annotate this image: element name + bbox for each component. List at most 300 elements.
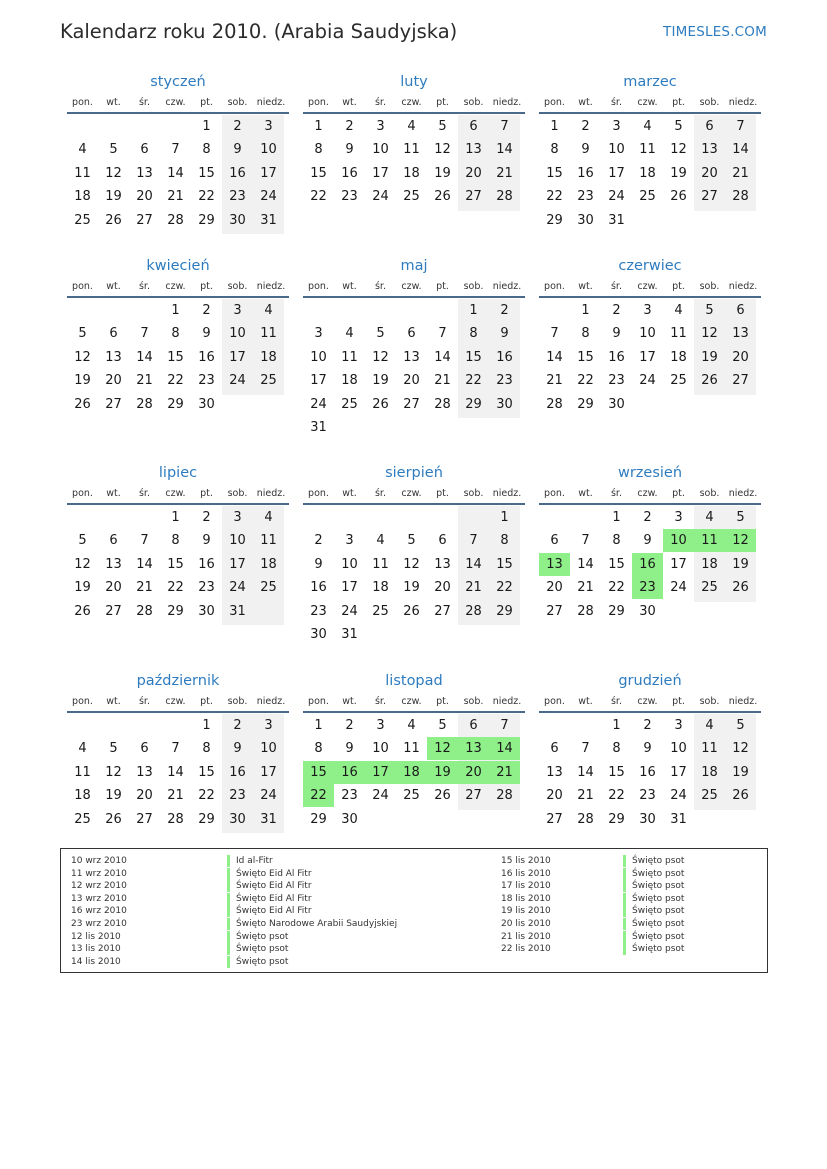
day-cell[interactable]: 22 — [608, 788, 625, 804]
day-cell[interactable]: 11 — [670, 326, 687, 342]
day-cell[interactable]: 10 — [229, 533, 246, 549]
day-cell[interactable]: 20 — [701, 165, 718, 181]
day-cell[interactable]: 22 — [167, 373, 184, 389]
day-cell[interactable]: 22 — [465, 373, 482, 389]
day-cell[interactable]: 13 — [105, 349, 122, 365]
day-cell[interactable]: 4 — [705, 510, 714, 525]
day-cell[interactable]: 11 — [701, 741, 718, 757]
day-cell[interactable]: 21 — [577, 580, 594, 596]
day-cell[interactable]: 10 — [310, 349, 327, 365]
day-cell[interactable]: 5 — [407, 533, 416, 549]
day-cell[interactable]: 1 — [500, 510, 509, 525]
day-cell[interactable]: 18 — [670, 349, 687, 365]
day-cell[interactable]: 19 — [74, 580, 91, 596]
day-cell[interactable]: 2 — [500, 303, 509, 318]
day-cell[interactable]: 29 — [167, 603, 184, 619]
day-cell[interactable]: 21 — [732, 165, 749, 181]
day-cell[interactable]: 1 — [469, 303, 478, 318]
day-cell[interactable]: 26 — [105, 212, 122, 228]
day-cell[interactable]: 18 — [639, 165, 656, 181]
day-cell[interactable]: 19 — [732, 556, 749, 572]
day-cell[interactable]: 5 — [109, 142, 118, 158]
day-cell[interactable]: 6 — [469, 119, 478, 134]
day-cell[interactable]: 10 — [663, 529, 694, 552]
day-cell[interactable]: 27 — [105, 603, 122, 619]
day-cell[interactable]: 29 — [167, 396, 184, 412]
day-cell[interactable]: 7 — [550, 326, 559, 342]
day-cell[interactable]: 14 — [496, 142, 513, 158]
day-cell[interactable]: 23 — [198, 373, 215, 389]
day-cell[interactable]: 3 — [376, 119, 385, 134]
day-cell[interactable]: 27 — [732, 373, 749, 389]
day-cell[interactable]: 22 — [198, 189, 215, 205]
day-cell[interactable]: 19 — [670, 165, 687, 181]
day-cell[interactable]: 15 — [496, 556, 513, 572]
day-cell[interactable]: 29 — [577, 396, 594, 412]
day-cell[interactable]: 25 — [74, 212, 91, 228]
day-cell[interactable]: 13 — [136, 165, 153, 181]
day-cell[interactable]: 15 — [546, 165, 563, 181]
day-cell[interactable]: 27 — [546, 603, 563, 619]
day-cell[interactable]: 28 — [434, 396, 451, 412]
day-cell[interactable]: 22 — [198, 788, 215, 804]
day-cell[interactable]: 30 — [310, 627, 327, 642]
day-cell[interactable]: 2 — [202, 510, 211, 525]
day-cell[interactable]: 22 — [546, 189, 563, 205]
day-cell[interactable]: 24 — [260, 189, 277, 205]
day-cell[interactable]: 25 — [372, 603, 389, 619]
day-cell[interactable]: 13 — [546, 764, 563, 780]
day-cell[interactable]: 1 — [612, 510, 621, 525]
day-cell[interactable]: 28 — [546, 396, 563, 412]
day-cell[interactable]: 5 — [376, 326, 385, 342]
day-cell[interactable]: 5 — [736, 510, 745, 525]
day-cell[interactable]: 30 — [608, 396, 625, 412]
day-cell[interactable]: 7 — [500, 718, 509, 733]
day-cell[interactable]: 9 — [643, 533, 652, 549]
day-cell[interactable]: 14 — [434, 349, 451, 365]
day-cell[interactable]: 11 — [403, 741, 420, 757]
day-cell[interactable]: 3 — [612, 119, 621, 134]
day-cell[interactable]: 19 — [105, 189, 122, 205]
day-cell[interactable]: 6 — [550, 741, 559, 757]
day-cell[interactable]: 29 — [546, 212, 563, 228]
day-cell[interactable]: 30 — [229, 811, 246, 827]
day-cell[interactable]: 12 — [732, 741, 749, 757]
day-cell[interactable]: 10 — [260, 142, 277, 158]
day-cell[interactable]: 14 — [577, 556, 594, 572]
day-cell[interactable]: 15 — [608, 556, 625, 572]
day-cell[interactable]: 20 — [105, 373, 122, 389]
day-cell[interactable]: 28 — [136, 396, 153, 412]
day-cell[interactable]: 9 — [643, 741, 652, 757]
day-cell[interactable]: 18 — [372, 580, 389, 596]
day-cell[interactable]: 30 — [639, 811, 656, 827]
day-cell[interactable]: 17 — [310, 373, 327, 389]
day-cell[interactable]: 13 — [701, 142, 718, 158]
day-cell[interactable]: 3 — [264, 119, 273, 134]
day-cell[interactable]: 30 — [577, 212, 594, 228]
day-cell[interactable]: 8 — [612, 533, 621, 549]
day-cell[interactable]: 7 — [736, 119, 745, 134]
day-cell[interactable]: 23 — [632, 576, 663, 599]
day-cell[interactable]: 23 — [341, 788, 358, 804]
day-cell[interactable]: 5 — [705, 303, 714, 318]
day-cell[interactable]: 28 — [465, 603, 482, 619]
day-cell[interactable]: 3 — [264, 718, 273, 733]
day-cell[interactable]: 26 — [701, 373, 718, 389]
day-cell[interactable]: 7 — [140, 326, 149, 342]
day-cell[interactable]: 26 — [105, 811, 122, 827]
day-cell[interactable]: 8 — [612, 741, 621, 757]
day-cell[interactable]: 15 — [577, 349, 594, 365]
day-cell[interactable]: 8 — [469, 326, 478, 342]
day-cell[interactable]: 2 — [202, 303, 211, 318]
day-cell[interactable]: 17 — [639, 349, 656, 365]
day-cell[interactable]: 4 — [78, 142, 87, 158]
day-cell[interactable]: 18 — [341, 373, 358, 389]
day-cell[interactable]: 10 — [372, 142, 389, 158]
day-cell[interactable]: 26 — [732, 580, 749, 596]
day-cell[interactable]: 26 — [74, 396, 91, 412]
day-cell[interactable]: 3 — [643, 303, 652, 318]
day-cell[interactable]: 6 — [407, 326, 416, 342]
day-cell[interactable]: 11 — [694, 529, 725, 552]
day-cell[interactable]: 13 — [732, 326, 749, 342]
day-cell[interactable]: 9 — [233, 142, 242, 158]
day-cell[interactable]: 6 — [109, 533, 118, 549]
day-cell[interactable]: 23 — [198, 580, 215, 596]
day-cell[interactable]: 16 — [341, 165, 358, 181]
day-cell[interactable]: 7 — [581, 741, 590, 757]
day-cell[interactable]: 16 — [229, 165, 246, 181]
day-cell[interactable]: 25 — [701, 580, 718, 596]
day-cell[interactable]: 5 — [78, 533, 87, 549]
day-cell[interactable]: 5 — [438, 119, 447, 134]
day-cell[interactable]: 20 — [403, 373, 420, 389]
day-cell[interactable]: 25 — [403, 788, 420, 804]
day-cell[interactable]: 7 — [500, 119, 509, 134]
day-cell[interactable]: 15 — [303, 761, 334, 784]
day-cell[interactable]: 4 — [407, 119, 416, 134]
day-cell[interactable]: 14 — [465, 556, 482, 572]
day-cell[interactable]: 18 — [701, 556, 718, 572]
day-cell[interactable]: 4 — [345, 326, 354, 342]
day-cell[interactable]: 28 — [136, 603, 153, 619]
day-cell[interactable]: 1 — [581, 303, 590, 318]
site-brand-link[interactable]: TIMESLES.COM — [663, 24, 767, 40]
day-cell[interactable]: 12 — [725, 529, 756, 552]
day-cell[interactable]: 16 — [334, 761, 365, 784]
day-cell[interactable]: 2 — [643, 510, 652, 525]
day-cell[interactable]: 1 — [314, 718, 323, 733]
day-cell[interactable]: 8 — [550, 142, 559, 158]
day-cell[interactable]: 16 — [198, 349, 215, 365]
day-cell[interactable]: 25 — [670, 373, 687, 389]
day-cell[interactable]: 11 — [260, 533, 277, 549]
day-cell[interactable]: 14 — [489, 737, 520, 760]
day-cell[interactable]: 28 — [167, 212, 184, 228]
day-cell[interactable]: 12 — [434, 142, 451, 158]
day-cell[interactable]: 16 — [639, 764, 656, 780]
day-cell[interactable]: 1 — [171, 510, 180, 525]
day-cell[interactable]: 24 — [639, 373, 656, 389]
day-cell[interactable]: 20 — [105, 580, 122, 596]
day-cell[interactable]: 20 — [546, 788, 563, 804]
day-cell[interactable]: 7 — [171, 741, 180, 757]
day-cell[interactable]: 27 — [465, 788, 482, 804]
day-cell[interactable]: 21 — [577, 788, 594, 804]
day-cell[interactable]: 4 — [376, 533, 385, 549]
day-cell[interactable]: 1 — [171, 303, 180, 318]
day-cell[interactable]: 11 — [403, 142, 420, 158]
day-cell[interactable]: 12 — [105, 165, 122, 181]
day-cell[interactable]: 20 — [136, 189, 153, 205]
day-cell[interactable]: 21 — [434, 373, 451, 389]
day-cell[interactable]: 12 — [105, 764, 122, 780]
day-cell[interactable]: 13 — [539, 553, 570, 576]
day-cell[interactable]: 7 — [438, 326, 447, 342]
day-cell[interactable]: 6 — [109, 326, 118, 342]
day-cell[interactable]: 12 — [74, 556, 91, 572]
day-cell[interactable]: 3 — [233, 510, 242, 525]
day-cell[interactable]: 10 — [608, 142, 625, 158]
day-cell[interactable]: 2 — [612, 303, 621, 318]
day-cell[interactable]: 17 — [260, 165, 277, 181]
day-cell[interactable]: 3 — [233, 303, 242, 318]
day-cell[interactable]: 23 — [496, 373, 513, 389]
day-cell[interactable]: 14 — [546, 349, 563, 365]
day-cell[interactable]: 8 — [202, 142, 211, 158]
day-cell[interactable]: 23 — [310, 603, 327, 619]
day-cell[interactable]: 6 — [550, 533, 559, 549]
day-cell[interactable]: 14 — [577, 764, 594, 780]
day-cell[interactable]: 14 — [167, 764, 184, 780]
day-cell[interactable]: 9 — [612, 326, 621, 342]
day-cell[interactable]: 12 — [427, 737, 458, 760]
day-cell[interactable]: 22 — [310, 189, 327, 205]
day-cell[interactable]: 5 — [109, 741, 118, 757]
day-cell[interactable]: 8 — [171, 533, 180, 549]
day-cell[interactable]: 13 — [105, 556, 122, 572]
day-cell[interactable]: 26 — [670, 189, 687, 205]
day-cell[interactable]: 3 — [376, 718, 385, 733]
day-cell[interactable]: 4 — [674, 303, 683, 318]
day-cell[interactable]: 15 — [465, 349, 482, 365]
day-cell[interactable]: 23 — [608, 373, 625, 389]
day-cell[interactable]: 16 — [632, 553, 663, 576]
day-cell[interactable]: 1 — [550, 119, 559, 134]
day-cell[interactable]: 24 — [229, 580, 246, 596]
day-cell[interactable]: 30 — [341, 811, 358, 827]
day-cell[interactable]: 19 — [372, 373, 389, 389]
day-cell[interactable]: 17 — [260, 764, 277, 780]
day-cell[interactable]: 18 — [74, 189, 91, 205]
day-cell[interactable]: 23 — [229, 788, 246, 804]
day-cell[interactable]: 20 — [546, 580, 563, 596]
day-cell[interactable]: 3 — [314, 326, 323, 342]
day-cell[interactable]: 15 — [198, 165, 215, 181]
day-cell[interactable]: 31 — [341, 627, 358, 642]
day-cell[interactable]: 27 — [136, 212, 153, 228]
day-cell[interactable]: 29 — [496, 603, 513, 619]
day-cell[interactable]: 20 — [434, 580, 451, 596]
day-cell[interactable]: 29 — [198, 212, 215, 228]
day-cell[interactable]: 17 — [372, 165, 389, 181]
day-cell[interactable]: 17 — [229, 349, 246, 365]
day-cell[interactable]: 22 — [608, 580, 625, 596]
day-cell[interactable]: 18 — [260, 349, 277, 365]
day-cell[interactable]: 19 — [732, 764, 749, 780]
day-cell[interactable]: 31 — [260, 212, 277, 228]
day-cell[interactable]: 9 — [581, 142, 590, 158]
day-cell[interactable]: 30 — [198, 603, 215, 619]
day-cell[interactable]: 18 — [74, 788, 91, 804]
day-cell[interactable]: 12 — [403, 556, 420, 572]
day-cell[interactable]: 7 — [171, 142, 180, 158]
day-cell[interactable]: 19 — [434, 165, 451, 181]
day-cell[interactable]: 20 — [465, 165, 482, 181]
day-cell[interactable]: 10 — [639, 326, 656, 342]
day-cell[interactable]: 18 — [396, 761, 427, 784]
day-cell[interactable]: 26 — [74, 603, 91, 619]
day-cell[interactable]: 8 — [171, 326, 180, 342]
day-cell[interactable]: 19 — [74, 373, 91, 389]
day-cell[interactable]: 6 — [438, 533, 447, 549]
day-cell[interactable]: 9 — [202, 326, 211, 342]
day-cell[interactable]: 20 — [136, 788, 153, 804]
day-cell[interactable]: 7 — [140, 533, 149, 549]
day-cell[interactable]: 20 — [458, 761, 489, 784]
day-cell[interactable]: 27 — [465, 189, 482, 205]
day-cell[interactable]: 6 — [140, 142, 149, 158]
day-cell[interactable]: 27 — [403, 396, 420, 412]
day-cell[interactable]: 9 — [500, 326, 509, 342]
day-cell[interactable]: 21 — [167, 788, 184, 804]
day-cell[interactable]: 25 — [260, 580, 277, 596]
day-cell[interactable]: 19 — [105, 788, 122, 804]
day-cell[interactable]: 8 — [314, 142, 323, 158]
day-cell[interactable]: 9 — [345, 142, 354, 158]
day-cell[interactable]: 25 — [639, 189, 656, 205]
day-cell[interactable]: 27 — [701, 189, 718, 205]
day-cell[interactable]: 24 — [670, 788, 687, 804]
day-cell[interactable]: 29 — [465, 396, 482, 412]
day-cell[interactable]: 27 — [136, 811, 153, 827]
day-cell[interactable]: 17 — [341, 580, 358, 596]
day-cell[interactable]: 24 — [310, 396, 327, 412]
day-cell[interactable]: 26 — [403, 603, 420, 619]
day-cell[interactable]: 7 — [581, 533, 590, 549]
day-cell[interactable]: 26 — [732, 788, 749, 804]
day-cell[interactable]: 4 — [78, 741, 87, 757]
day-cell[interactable]: 28 — [496, 189, 513, 205]
day-cell[interactable]: 2 — [581, 119, 590, 134]
day-cell[interactable]: 10 — [229, 326, 246, 342]
day-cell[interactable]: 6 — [705, 119, 714, 134]
day-cell[interactable]: 2 — [345, 119, 354, 134]
day-cell[interactable]: 14 — [732, 142, 749, 158]
day-cell[interactable]: 31 — [229, 603, 246, 619]
day-cell[interactable]: 12 — [74, 349, 91, 365]
day-cell[interactable]: 21 — [136, 373, 153, 389]
day-cell[interactable]: 4 — [705, 718, 714, 733]
day-cell[interactable]: 21 — [167, 189, 184, 205]
day-cell[interactable]: 15 — [608, 764, 625, 780]
day-cell[interactable]: 21 — [496, 165, 513, 181]
day-cell[interactable]: 22 — [167, 580, 184, 596]
day-cell[interactable]: 16 — [198, 556, 215, 572]
day-cell[interactable]: 18 — [260, 556, 277, 572]
day-cell[interactable]: 31 — [260, 811, 277, 827]
day-cell[interactable]: 5 — [674, 119, 683, 134]
day-cell[interactable]: 15 — [167, 556, 184, 572]
day-cell[interactable]: 4 — [264, 303, 273, 318]
day-cell[interactable]: 20 — [732, 349, 749, 365]
day-cell[interactable]: 21 — [546, 373, 563, 389]
day-cell[interactable]: 19 — [427, 761, 458, 784]
day-cell[interactable]: 24 — [341, 603, 358, 619]
day-cell[interactable]: 29 — [198, 811, 215, 827]
day-cell[interactable]: 23 — [229, 189, 246, 205]
day-cell[interactable]: 28 — [167, 811, 184, 827]
day-cell[interactable]: 9 — [314, 556, 323, 572]
day-cell[interactable]: 17 — [229, 556, 246, 572]
day-cell[interactable]: 24 — [372, 189, 389, 205]
day-cell[interactable]: 18 — [701, 764, 718, 780]
day-cell[interactable]: 17 — [365, 761, 396, 784]
day-cell[interactable]: 15 — [310, 165, 327, 181]
day-cell[interactable]: 11 — [74, 764, 91, 780]
day-cell[interactable]: 5 — [736, 718, 745, 733]
day-cell[interactable]: 2 — [643, 718, 652, 733]
day-cell[interactable]: 25 — [403, 189, 420, 205]
day-cell[interactable]: 13 — [434, 556, 451, 572]
day-cell[interactable]: 22 — [496, 580, 513, 596]
day-cell[interactable]: 30 — [639, 603, 656, 619]
day-cell[interactable]: 15 — [198, 764, 215, 780]
day-cell[interactable]: 28 — [577, 603, 594, 619]
day-cell[interactable]: 24 — [372, 788, 389, 804]
day-cell[interactable]: 24 — [260, 788, 277, 804]
day-cell[interactable]: 31 — [670, 811, 687, 827]
day-cell[interactable]: 11 — [74, 165, 91, 181]
day-cell[interactable]: 22 — [303, 784, 334, 807]
day-cell[interactable]: 30 — [496, 396, 513, 412]
day-cell[interactable]: 16 — [229, 764, 246, 780]
day-cell[interactable]: 27 — [546, 811, 563, 827]
day-cell[interactable]: 23 — [577, 189, 594, 205]
day-cell[interactable]: 25 — [341, 396, 358, 412]
day-cell[interactable]: 5 — [438, 718, 447, 733]
day-cell[interactable]: 4 — [264, 510, 273, 525]
day-cell[interactable]: 11 — [260, 326, 277, 342]
day-cell[interactable]: 17 — [670, 764, 687, 780]
day-cell[interactable]: 30 — [198, 396, 215, 412]
day-cell[interactable]: 26 — [434, 189, 451, 205]
day-cell[interactable]: 9 — [233, 741, 242, 757]
day-cell[interactable]: 10 — [260, 741, 277, 757]
day-cell[interactable]: 27 — [105, 396, 122, 412]
day-cell[interactable]: 21 — [489, 761, 520, 784]
day-cell[interactable]: 9 — [345, 741, 354, 757]
day-cell[interactable]: 14 — [136, 556, 153, 572]
day-cell[interactable]: 29 — [608, 811, 625, 827]
day-cell[interactable]: 25 — [260, 373, 277, 389]
day-cell[interactable]: 6 — [140, 741, 149, 757]
day-cell[interactable]: 14 — [136, 349, 153, 365]
day-cell[interactable]: 2 — [233, 718, 242, 733]
